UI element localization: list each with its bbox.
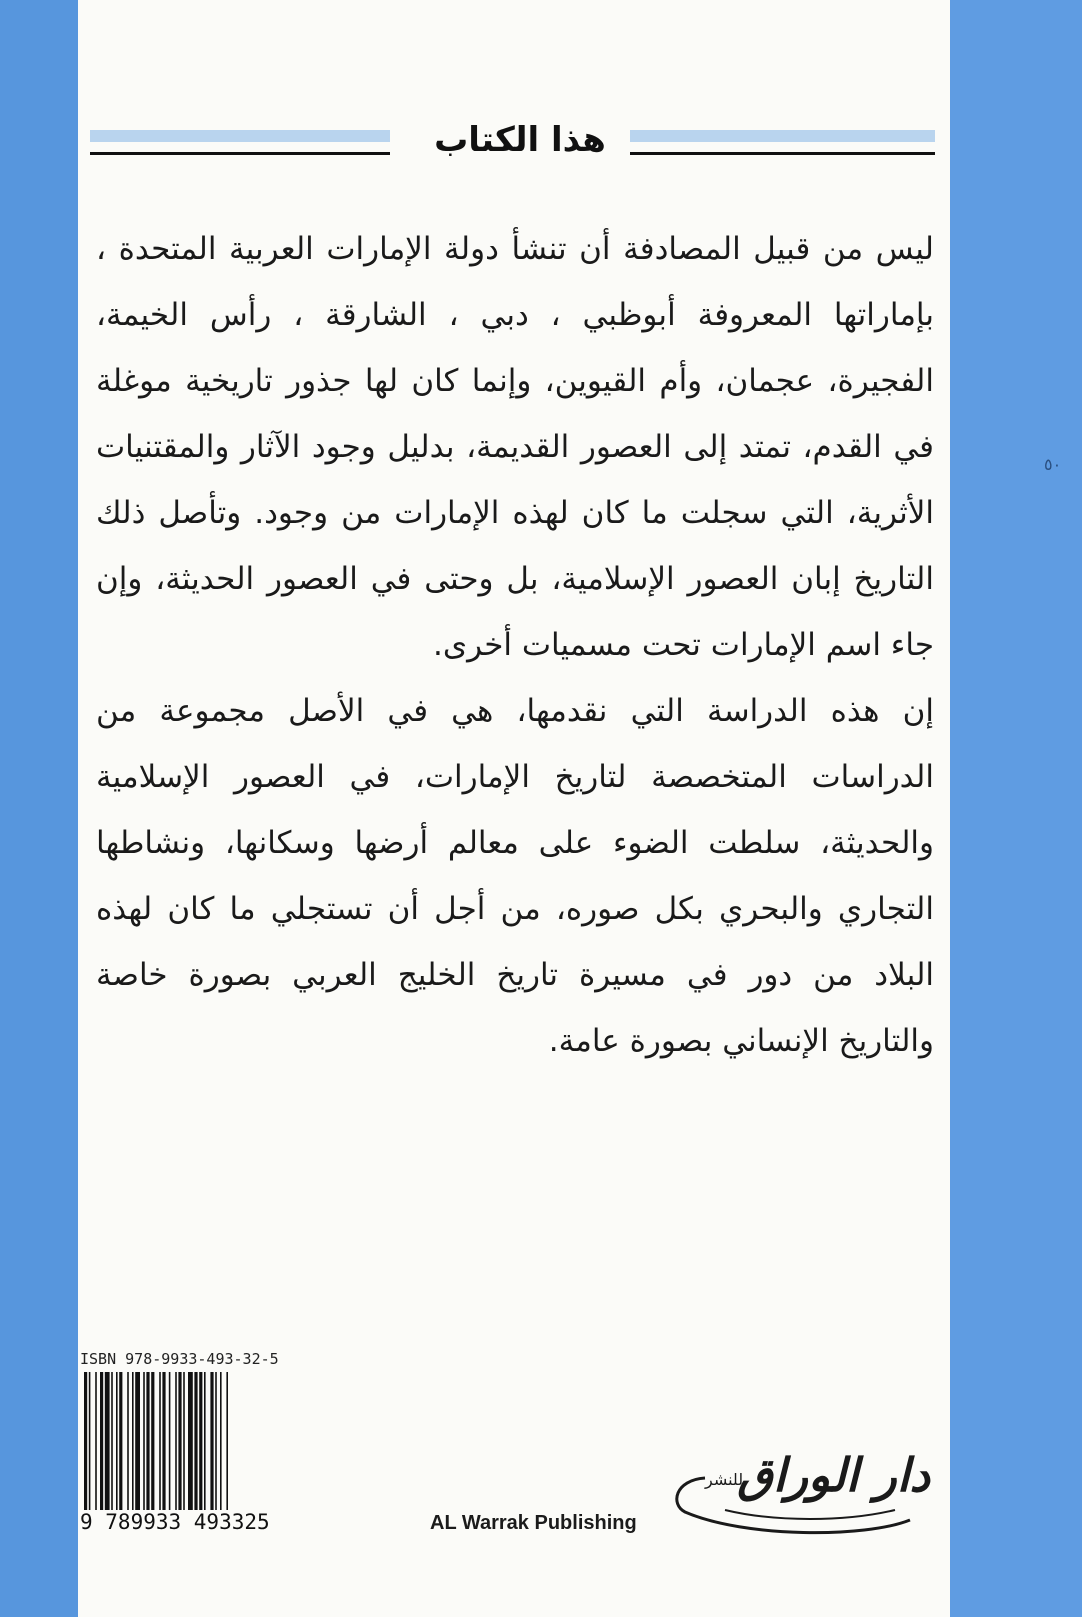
barcode-bar	[143, 1372, 145, 1512]
barcode-bar	[194, 1372, 197, 1512]
barcode-bar	[146, 1372, 149, 1512]
barcode-bar	[169, 1372, 171, 1512]
barcode-bar	[89, 1372, 91, 1512]
paragraph-1: ليس من قبيل المصادفة أن تنشأ دولة الإمارات العربية المتحدة ، بإماراتها المعروفة أبوظبي ، دبي ، الشارقة ، رأس الخيمة، الفجيرة، عجمان، وأم القيوين، وإنما كان لها جذور تاريخية موغلة في القدم، تمتد إلى العصور القديمة، بدليل وجود الآثار والمقتنيات الأثرية، التي سجلت ما كان لهذه الإمارات من وجود. وتأصل ذلك التاريخ إبان العصور الإسلامية، بل وحتى في العصور الحديثة، وإن جاء اسم الإمارات تحت مسميات أخرى.	[96, 231, 934, 663]
barcode-bars	[80, 1372, 280, 1512]
barcode-bar	[95, 1372, 97, 1512]
publisher-name: AL Warrak Publishing	[430, 1512, 637, 1534]
barcode-bar	[151, 1372, 154, 1512]
barcode-bar	[204, 1372, 206, 1512]
barcode	[80, 1372, 280, 1532]
barcode-bar	[215, 1372, 217, 1512]
barcode-digits: 9 789933 493325	[80, 1510, 280, 1534]
barcode-bar	[127, 1372, 129, 1512]
barcode-bar	[84, 1372, 87, 1512]
barcode-bar	[159, 1372, 161, 1512]
right-cover-edge	[950, 0, 1082, 1617]
barcode-bar	[175, 1372, 177, 1512]
barcode-bar	[105, 1372, 110, 1512]
barcode-bar	[100, 1372, 103, 1512]
logo-arabic-text: دار الوراق	[737, 1448, 930, 1502]
heading-row	[90, 120, 935, 165]
barcode-bar	[132, 1372, 134, 1512]
barcode-bar	[183, 1372, 185, 1512]
left-cover-edge	[0, 0, 78, 1617]
barcode-bar	[162, 1372, 165, 1512]
heading-rule-left	[90, 130, 390, 156]
barcode-bar	[116, 1372, 118, 1512]
isbn-label: ISBN 978-9933-493-32-5	[80, 1350, 279, 1368]
barcode-bar	[119, 1372, 122, 1512]
publisher-logo	[665, 1440, 930, 1540]
description-text	[96, 216, 934, 1074]
barcode-bar	[178, 1372, 181, 1512]
page-title: هذا الكتاب	[434, 120, 606, 160]
heading-rule-right	[630, 130, 935, 156]
barcode-bar	[111, 1372, 113, 1512]
edge-mark: ٥٠	[1044, 455, 1062, 474]
barcode-bar	[135, 1372, 140, 1512]
barcode-bar	[220, 1372, 222, 1512]
barcode-bar	[210, 1372, 213, 1512]
logo-subtext: للنشر	[705, 1470, 744, 1489]
barcode-bar	[226, 1372, 228, 1512]
barcode-bar	[199, 1372, 202, 1512]
barcode-bar	[188, 1372, 193, 1512]
paragraph-2: إن هذه الدراسة التي نقدمها، هي في الأصل مجموعة من الدراسات المتخصصة لتاريخ الإمارات، في العصور الإسلامية والحديثة، سلطت الضوء على معالم أرضها وسكانها، ونشاطها التجاري والبحري بكل صوره، من أجل أن تستجلي ما كان لهذه البلاد من دور في مسيرة تاريخ الخليج العربي بصورة خاصة والتاريخ الإنساني بصورة عامة.	[96, 693, 934, 1059]
